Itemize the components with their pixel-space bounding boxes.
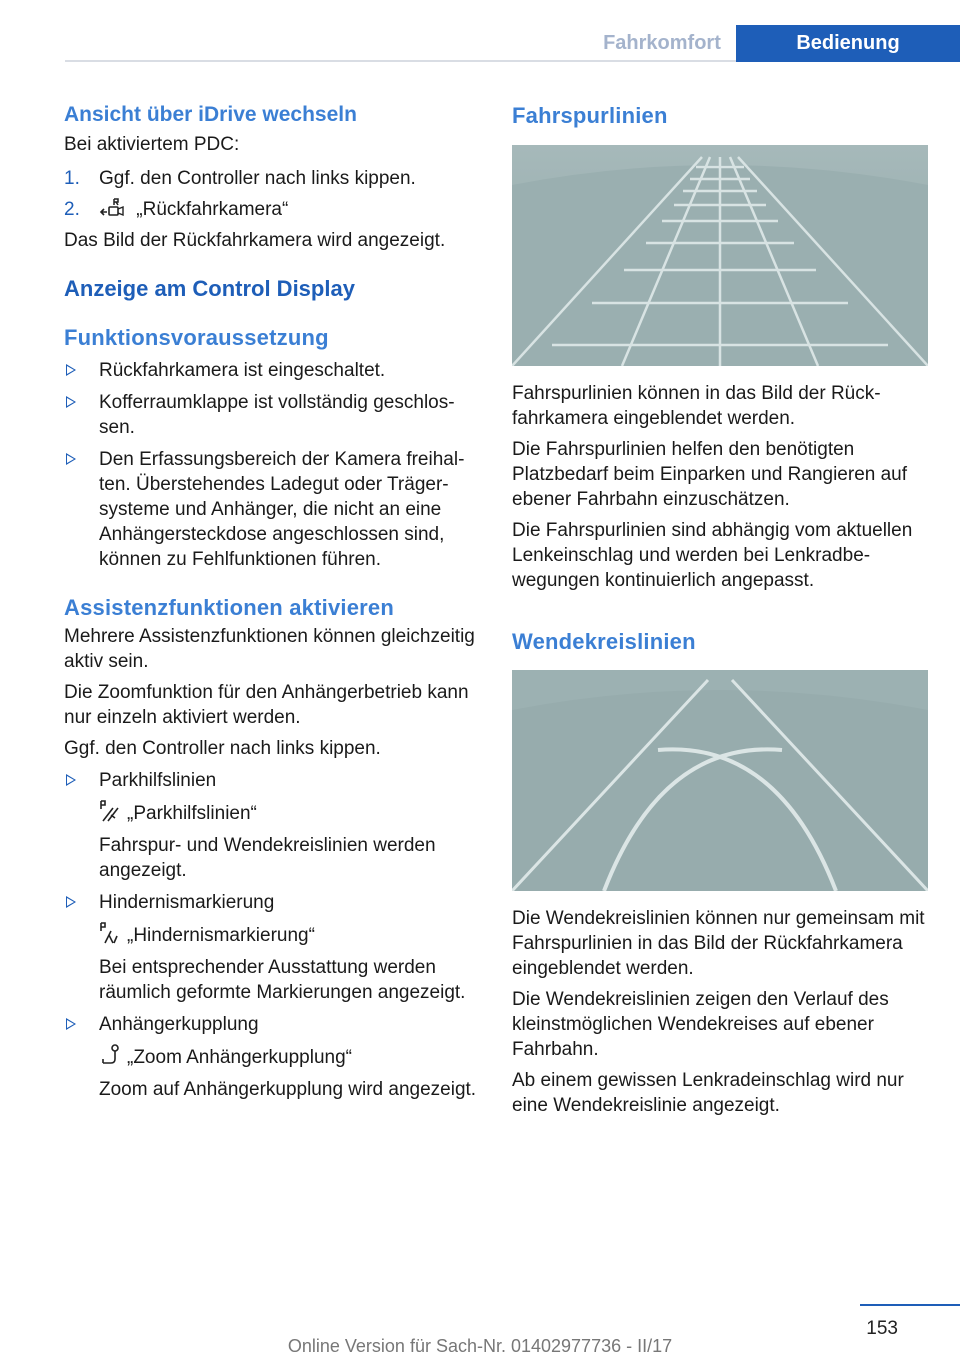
list-arrow-icon	[66, 1018, 76, 1030]
turning-lines-image	[512, 670, 928, 891]
footer-note: Online Version für Sach-Nr. 01402977736 - II/17	[287, 1336, 673, 1356]
list-arrow-icon	[66, 453, 76, 465]
parking-lines-icon	[99, 800, 121, 822]
assist-list	[64, 890, 480, 915]
turning-lines-p3: Ab einem gewissen Lenkradeinschlag wird nur eine Wendekreislinie angezeigt.	[512, 1070, 904, 1116]
assist-p3: Ggf. den Controller nach links kippen.	[64, 738, 381, 759]
step-2	[64, 197, 480, 222]
pdc-intro: Bei aktiviertem PDC:	[64, 134, 240, 155]
lane-lines-p3: Die Fahrspurlinien sind abhängig vom aktuellen Lenkeinschlag und werden bei Lenkradbewegungen kontinuierlich angepasst.	[512, 520, 913, 591]
item-description: Fahrspur- und Wendekreislinien werden angezeigt.	[99, 835, 436, 881]
header-tab-section[interactable]: Fahrkomfort	[603, 32, 721, 54]
idrive-steps	[64, 166, 480, 222]
step-number: 1.	[64, 168, 80, 189]
section-title-idrive: Ansicht über iDrive wechseln	[64, 103, 357, 126]
right-column	[512, 100, 928, 1118]
item-title: Parkhilfslinien	[99, 770, 217, 791]
list-item	[64, 358, 480, 383]
page-number: 153	[866, 1318, 898, 1339]
menu-entry	[64, 922, 480, 948]
assist-p1: Mehrere Assistenzfunktionen können gleichzeitig aktiv sein.	[64, 626, 475, 672]
lane-lines-p1: Fahrspurlinien können in das Bild der Rückfahrkamera eingeblendet werden.	[512, 383, 881, 429]
assist-list	[64, 1012, 480, 1037]
obstacle-marking-icon	[99, 922, 121, 944]
list-arrow-icon	[66, 896, 76, 908]
assist-list	[64, 768, 480, 793]
section-title-requirements: Funktionsvoraussetzung	[64, 325, 329, 350]
section-title-lane-lines: Fahrspurlinien	[512, 103, 668, 128]
list-item	[64, 447, 480, 572]
turning-lines-p2: Die Wendekreislinien zeigen den Verlauf des kleinstmöglichen Wendekreises auf ebener Fahrbahn.	[512, 989, 889, 1060]
turning-lines-p1: Die Wendekreislinien können nur gemeinsam mit Fahrspurlinien in das Bild der Rückfahrkamera eingeblendet werden.	[512, 908, 925, 979]
list-arrow-icon	[66, 774, 76, 786]
left-column	[64, 100, 480, 1102]
menu-entry	[64, 1044, 480, 1070]
item-title: Anhängerkupplung	[99, 1014, 259, 1035]
item-title: Hindernismarkierung	[99, 892, 275, 913]
rear-camera-icon	[99, 198, 125, 218]
section-title-turning-lines: Wendekreislinien	[512, 629, 696, 654]
item-description: Bei entsprechender Ausstattung werden räumlich geformte Markierungen angezeigt.	[99, 957, 466, 1003]
item-description: Zoom auf Anhängerkupplung wird angezeigt.	[99, 1079, 477, 1100]
list-item	[64, 390, 480, 440]
step-text: „Rückfahrkamera“	[136, 199, 289, 220]
camera-result: Das Bild der Rückfahrkamera wird angezeigt.	[64, 230, 446, 251]
section-title-control-display: Anzeige am Control Display	[64, 276, 355, 301]
lane-lines-p2: Die Fahrspurlinien helfen den benötigten Platzbedarf beim Einparken und Rangieren auf ebener Fahrbahn einzuschätzen.	[512, 439, 908, 510]
step-text: Ggf. den Controller nach links kippen.	[99, 168, 416, 189]
step-number: 2.	[64, 199, 80, 220]
list-item	[64, 890, 480, 915]
list-item-text: Kofferraumklappe ist vollständig geschlossen.	[99, 392, 455, 438]
menu-entry	[64, 800, 480, 826]
menu-entry-text: „Hindernismarkierung“	[127, 925, 315, 946]
menu-entry-text: „Parkhilfslinien“	[127, 803, 257, 824]
list-item	[64, 768, 480, 793]
section-title-assist: Assistenzfunktionen aktivieren	[64, 595, 394, 620]
header-tab-chapter[interactable]: Bedienung	[736, 25, 960, 62]
list-item-text: Den Erfassungsbereich der Kamera freihalten. Überstehendes Ladegut oder Trägersysteme und Anhänger, die nicht an eine Anhängersteckdose angeschlossen sind, können zu Fehlfunktionen führen.	[99, 449, 465, 570]
footer-rule	[860, 1304, 960, 1306]
menu-entry-text: „Zoom Anhängerkupplung“	[127, 1047, 352, 1068]
assist-p2: Die Zoomfunktion für den Anhängerbetrieb kann nur einzeln aktiviert werden.	[64, 682, 469, 728]
list-item	[64, 1012, 480, 1037]
lane-lines-image	[512, 145, 928, 366]
list-arrow-icon	[66, 396, 76, 408]
trailer-hitch-icon	[99, 1044, 121, 1066]
list-item-text: Rückfahrkamera ist eingeschaltet.	[99, 360, 386, 381]
step-1	[64, 166, 480, 191]
requirements-list	[64, 358, 480, 572]
list-arrow-icon	[66, 364, 76, 376]
